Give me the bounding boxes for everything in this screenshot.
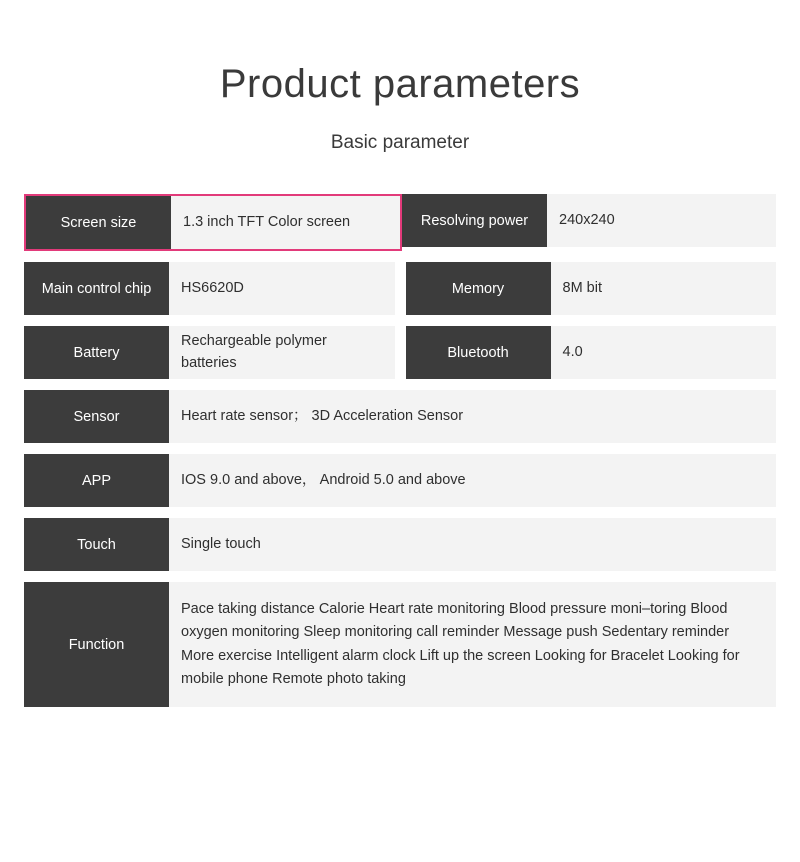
- spec-value-screen-size: 1.3 inch TFT Color screen: [171, 196, 400, 249]
- spec-label-resolving-power: Resolving power: [402, 194, 547, 247]
- spec-value-resolving-power: 240x240: [547, 194, 776, 247]
- spec-label-app: APP: [24, 454, 169, 507]
- spec-value-main-control-chip: HS6620D: [169, 262, 395, 315]
- spec-value-function: Pace taking distance Calorie Heart rate monitoring Blood pressure moni–toring Blood oxygen monitoring Sleep monitoring call reminder Message push Sedentary reminder More exercise Intelligent alarm clock Lift up the screen Looking for Bracelet Looking for mobile phone Remote photo taking: [169, 582, 776, 707]
- spec-label-sensor: Sensor: [24, 390, 169, 443]
- page-subtitle: Basic parameter: [330, 132, 470, 153]
- table-row: [24, 262, 776, 315]
- table-row: [24, 518, 776, 571]
- spec-value-app: IOS 9.0 and above， Android 5.0 and above: [169, 454, 776, 507]
- spec-value-sensor: Heart rate sensor； 3D Acceleration Sensor: [169, 390, 776, 443]
- spec-label-main-control-chip: Main control chip: [24, 262, 169, 315]
- spec-label-battery: Battery: [24, 326, 169, 379]
- table-row: [24, 194, 776, 251]
- table-row: [24, 326, 776, 379]
- product-parameters-page: [0, 62, 800, 862]
- spec-value-bluetooth: 4.0: [551, 326, 777, 379]
- cell-group-memory: [406, 262, 777, 315]
- spec-value-battery: Rechargeable polymer batteries: [169, 326, 395, 379]
- cell-group-resolving-power: [402, 194, 776, 251]
- spec-label-memory: Memory: [406, 262, 551, 315]
- spec-label-bluetooth: Bluetooth: [406, 326, 551, 379]
- spec-label-touch: Touch: [24, 518, 169, 571]
- spec-label-screen-size: Screen size: [26, 196, 171, 249]
- page-title: Product parameters: [219, 62, 581, 106]
- table-row: [24, 582, 776, 707]
- table-row: [24, 454, 776, 507]
- cell-group-battery: [24, 326, 395, 379]
- cell-group-bluetooth: [406, 326, 777, 379]
- spec-label-function: Function: [24, 582, 169, 707]
- spec-value-memory: 8M bit: [551, 262, 777, 315]
- cell-group-main-control-chip: [24, 262, 395, 315]
- highlighted-cell-group: [24, 194, 402, 251]
- table-row: [24, 390, 776, 443]
- spec-table: [24, 194, 776, 707]
- spec-value-touch: Single touch: [169, 518, 776, 571]
